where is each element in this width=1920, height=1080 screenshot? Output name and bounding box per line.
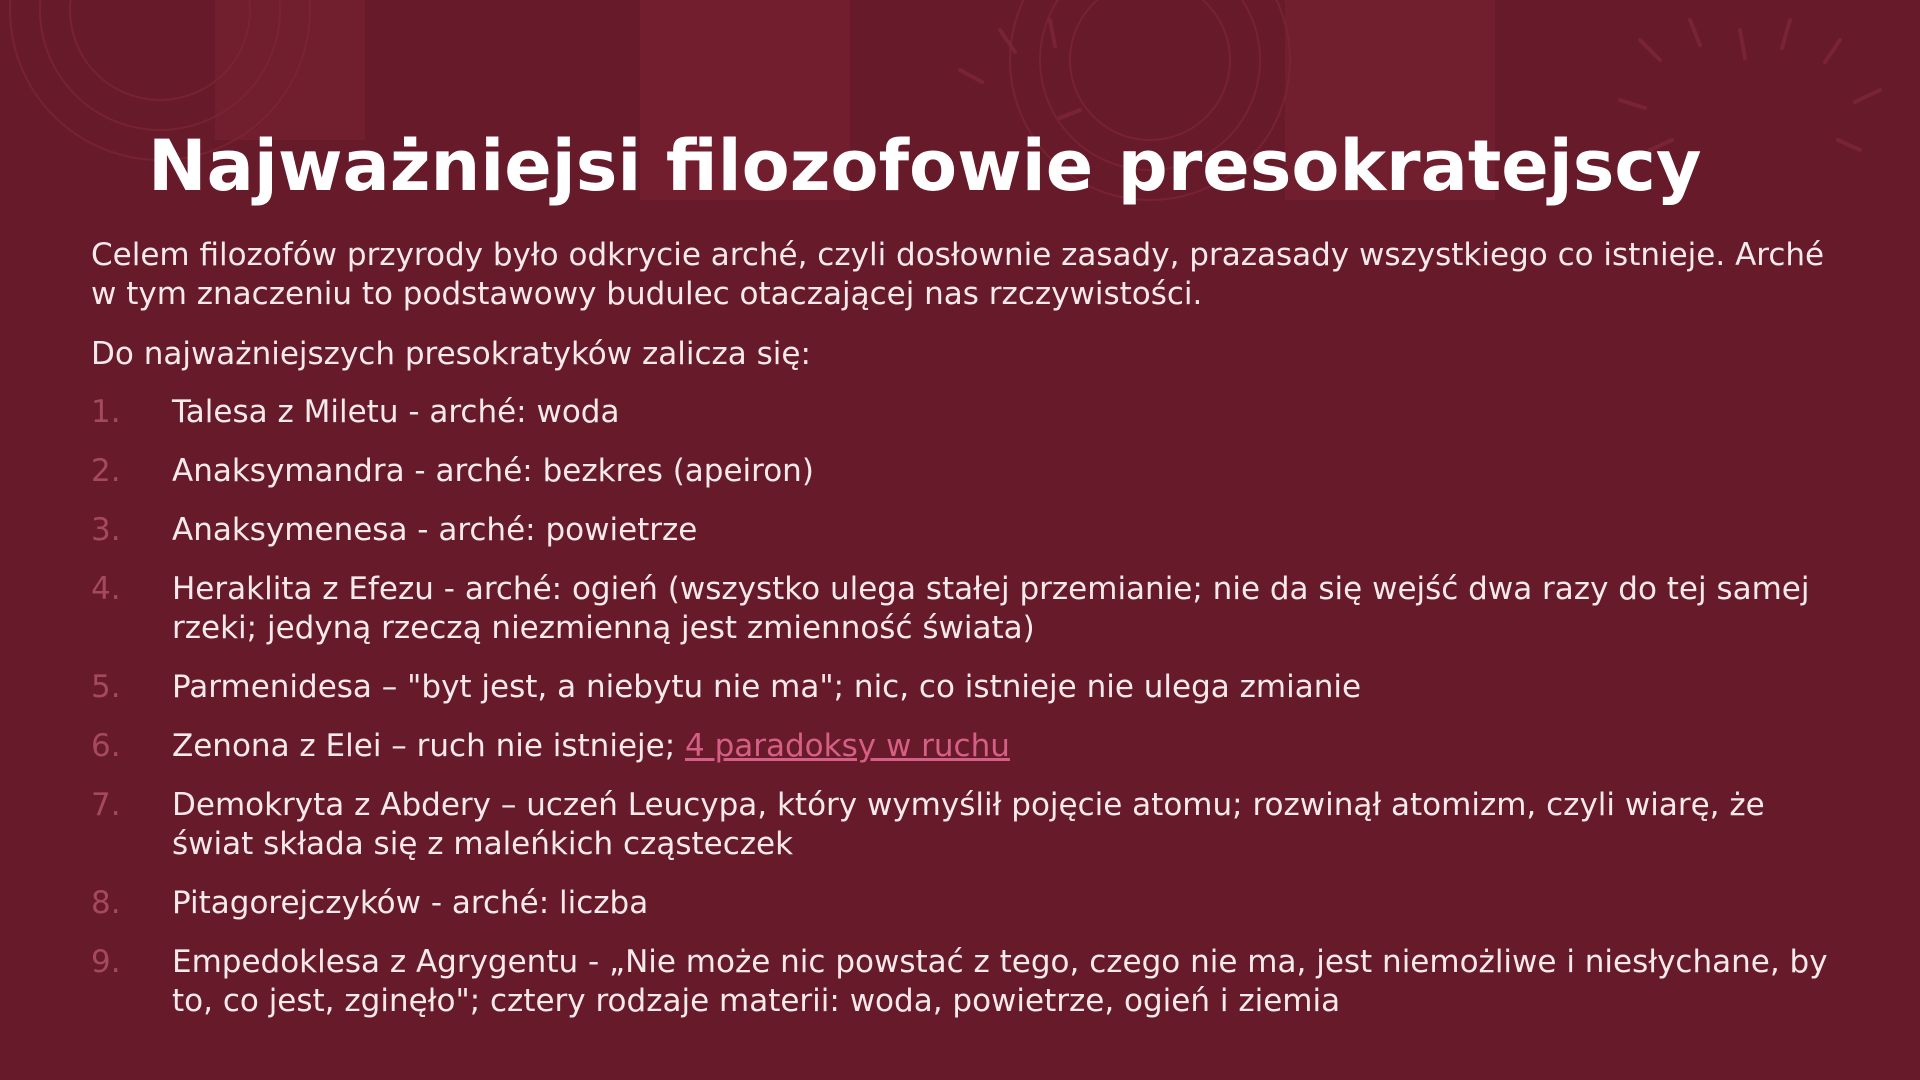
list-item-text: Pitagorejczyków - arché: liczba xyxy=(172,885,649,921)
list-item-text: Anaksymenesa - arché: powietrze xyxy=(172,512,698,548)
list-item xyxy=(91,452,1851,491)
philosophers-list xyxy=(91,393,1851,1041)
list-item xyxy=(91,570,1851,648)
list-item xyxy=(91,668,1851,707)
list-item xyxy=(91,786,1851,864)
list-number: 7. xyxy=(91,787,121,823)
list-item xyxy=(91,393,1851,432)
list-number: 3. xyxy=(91,512,121,548)
list-number: 2. xyxy=(91,453,121,489)
slide-title: Najważniejsi filozofowie presokratejscy xyxy=(148,125,1702,207)
list-item xyxy=(91,511,1851,550)
list-number: 8. xyxy=(91,885,121,921)
list-item-text: Anaksymandra - arché: bezkres (apeiron) xyxy=(172,453,814,489)
list-item-text: Heraklita z Efezu - arché: ogień (wszystko ulega stałej przemianie; nie da się wejść dwa razy do tej samej rzeki; jedyną rzeczą niezmienną jest zmienność świata) xyxy=(172,571,1810,646)
list-number: 6. xyxy=(91,728,121,764)
list-number: 4. xyxy=(91,571,121,607)
list-item xyxy=(91,884,1851,923)
list-item-text: Parmenidesa – "byt jest, a niebytu nie ma"; nic, co istnieje nie ulega zmianie xyxy=(172,669,1362,705)
list-item-text: Zenona z Elei – ruch nie istnieje; xyxy=(172,728,685,764)
list-number: 5. xyxy=(91,669,121,705)
intro-paragraph: Celem filozofów przyrody było odkrycie arché, czyli dosłownie zasady, prazasady wszystkiego co istnieje. Arché w tym znaczeniu to podstawowy budulec otaczającej nas rzczywistości. xyxy=(91,237,1825,312)
list-number: 1. xyxy=(91,394,121,430)
list-item xyxy=(91,727,1851,766)
paradoxes-link[interactable]: 4 paradoksy w ruchu xyxy=(685,728,1010,764)
list-lead: Do najważniejszych presokratyków zalicza się: xyxy=(91,336,811,372)
list-number: 9. xyxy=(91,944,121,980)
list-item-text: Empedoklesa z Agrygentu - „Nie może nic powstać z tego, czego nie ma, jest niemożliwe i niesłychane, by to, co jest, zginęło"; cztery rodzaje materii: woda, powietrze, ogień i ziemia xyxy=(172,944,1828,1019)
list-item-text: Talesa z Miletu - arché: woda xyxy=(172,394,620,430)
list-item xyxy=(91,943,1851,1021)
list-item-text: Demokryta z Abdery – uczeń Leucypa, który wymyślił pojęcie atomu; rozwinął atomizm, czyli wiarę, że świat składa się z maleńkich cząsteczek xyxy=(172,787,1765,862)
